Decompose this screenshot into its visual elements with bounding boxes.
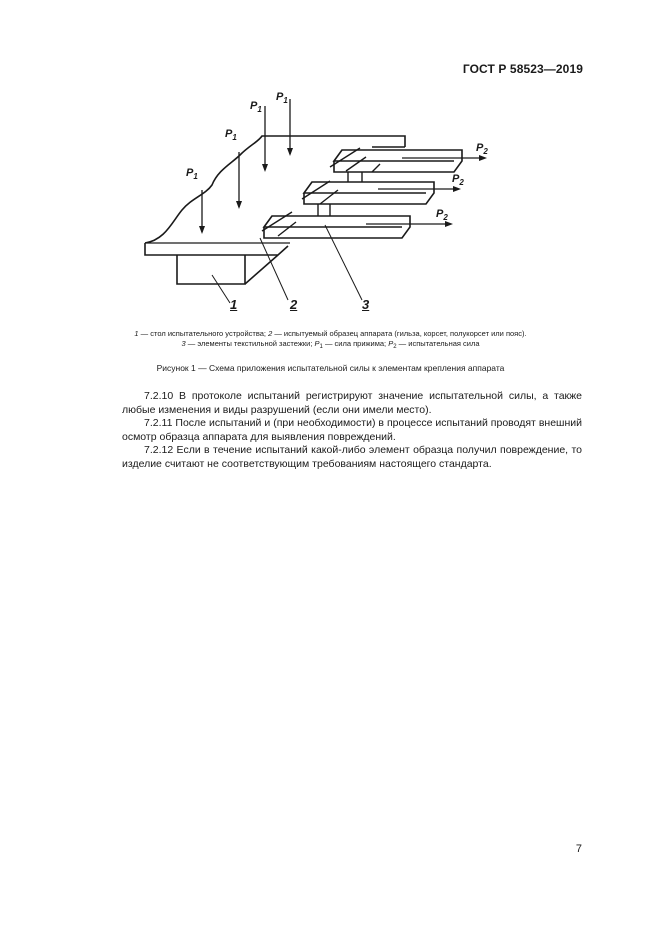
paragraph-7-2-11: 7.2.11 После испытаний и (при необходимости) в процессе испытаний проводят внешний осмотр образца аппарата для выявления повреждений.	[122, 417, 582, 443]
leader-3	[325, 225, 362, 300]
leader-2	[260, 238, 288, 300]
part-number-2: 2	[290, 297, 298, 312]
label-p2-c: $P_2$	[436, 208, 448, 222]
leader-1	[212, 275, 230, 303]
strip-bottom	[264, 216, 410, 238]
label-p1-a: $P_1$	[186, 167, 198, 181]
test-scheme-drawing	[0, 0, 661, 330]
label-p1-d: $P_1$	[276, 91, 288, 105]
part-number-1: 1	[230, 297, 238, 312]
specimen-outline	[145, 136, 405, 255]
page-number: 7	[575, 843, 582, 855]
figure-1	[0, 0, 661, 330]
label-p1-b: $P_1$	[225, 128, 237, 142]
label-p1-c: $P_1$	[250, 100, 262, 114]
label-p2-a: $P_2$	[476, 142, 488, 156]
figure-legend-line-2: 3 — элементы текстильной застежки; $P_1$ — сила прижима; $P_2$ — испытательная сила	[181, 339, 480, 350]
paragraph-7-2-12: 7.2.12 Если в течение испытаний какой-либо элемент образца получил повреждение, то изделие считают не соответствующим требованиям настоящего стандарта.	[122, 444, 582, 470]
part-number-3: 3	[362, 297, 370, 312]
table-side	[245, 255, 278, 284]
label-p2-b: $P_2$	[452, 173, 464, 187]
strip-top	[334, 150, 462, 172]
figure-caption: Рисунок 1 — Схема приложения испытательной силы к элементам крепления аппарата	[156, 363, 505, 373]
paragraph-7-2-10: 7.2.10 В протоколе испытаний регистрируют значение испытательной силы, а также любые изменения и виды разрушений (если они имели место).	[122, 390, 582, 416]
figure-legend-line-1: 1 — стол испытательного устройства; 2 — испытуемый образец аппарата (гильза, корсет, полукорсет или пояс).	[134, 329, 527, 338]
page-header: ГОСТ Р 58523—2019	[462, 62, 583, 76]
table-base	[177, 255, 245, 284]
